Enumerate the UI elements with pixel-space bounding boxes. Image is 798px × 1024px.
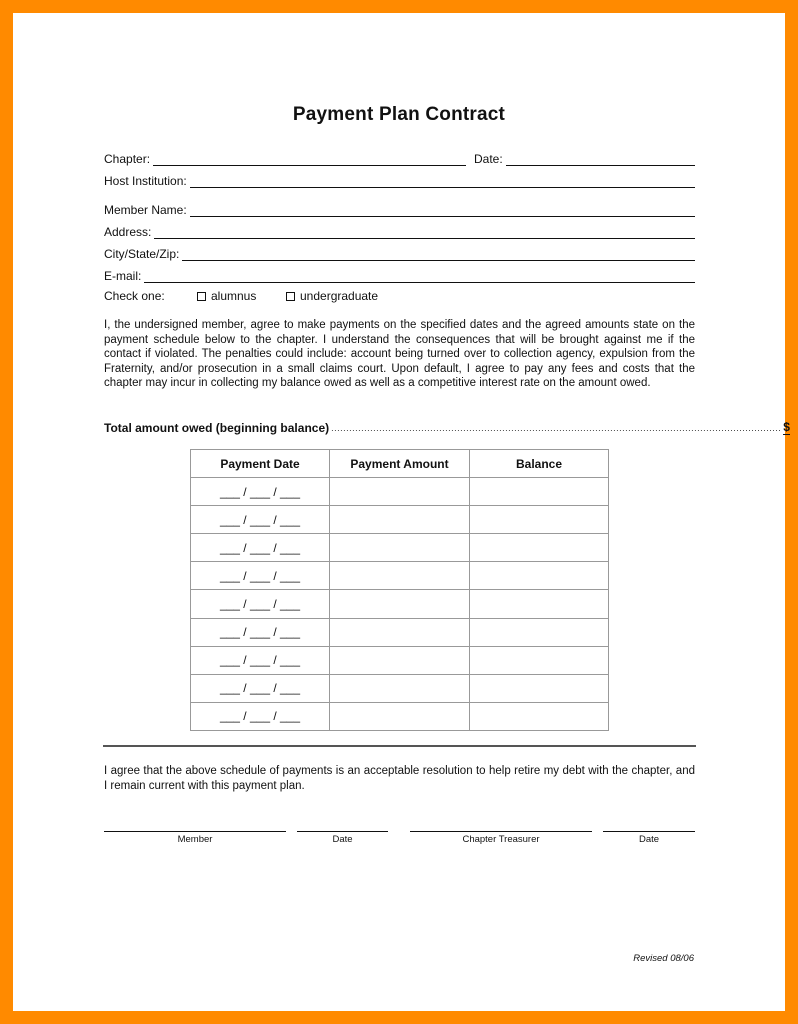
payment-date-cell[interactable]: ___ / ___ / ___ [191, 534, 330, 562]
payment-date-cell[interactable]: ___ / ___ / ___ [191, 646, 330, 674]
balance-cell[interactable] [470, 590, 609, 618]
date-label: Date: [474, 152, 503, 166]
chapter-field[interactable] [104, 150, 466, 166]
agreement-paragraph: I, the undersigned member, agree to make payments on the specified dates and the agreed amounts state on the payment schedule below to the chapter. I understand the consequences that will be brought against me if the contact if violated. The penalties could include: account being turned over to collection agency, expulsion from the Fraternity, and/or prosecution in a small claims court. Upon default, I agree to pay any fees and costs that the chapter may incur in collecting my balance owed as well as a competitive interest rate on the amount owed. [104, 319, 695, 389]
date-field[interactable] [474, 150, 695, 166]
checkbox-icon[interactable] [197, 292, 206, 301]
member-date-line[interactable]: Date [297, 831, 388, 845]
check-one-label: Check one: [104, 289, 165, 303]
table-row [191, 618, 609, 646]
table-row [191, 534, 609, 562]
balance-cell[interactable] [470, 506, 609, 534]
table-row [191, 646, 609, 674]
member-name-label: Member Name: [104, 203, 187, 217]
balance-cell[interactable] [470, 534, 609, 562]
total-amount-field[interactable] [783, 420, 790, 435]
balance-cell[interactable] [470, 646, 609, 674]
payment-date-cell[interactable]: ___ / ___ / ___ [191, 590, 330, 618]
email-field[interactable] [104, 267, 695, 283]
payment-amount-cell[interactable] [330, 618, 470, 646]
payment-amount-cell[interactable] [330, 562, 470, 590]
currency-symbol: $ [783, 420, 790, 434]
payment-amount-cell[interactable] [330, 534, 470, 562]
host-institution-line[interactable] [190, 176, 695, 188]
header-balance: Balance [470, 450, 609, 478]
alumnus-label: alumnus [211, 289, 257, 303]
treasurer-date-line[interactable]: Date [603, 831, 695, 845]
payment-date-cell[interactable]: ___ / ___ / ___ [191, 506, 330, 534]
treasurer-signature-line[interactable]: Chapter Treasurer [410, 831, 592, 845]
payment-date-cell[interactable]: ___ / ___ / ___ [191, 674, 330, 702]
balance-cell[interactable] [470, 562, 609, 590]
dot-leader: ...................................................................................................................................................... [331, 423, 782, 433]
table-row [191, 562, 609, 590]
chapter-line[interactable] [153, 154, 466, 166]
payment-amount-cell[interactable] [330, 674, 470, 702]
table-row [191, 506, 609, 534]
payment-amount-cell[interactable] [330, 506, 470, 534]
document-title: Payment Plan Contract [292, 104, 506, 125]
address-field[interactable] [104, 223, 695, 239]
payment-amount-cell[interactable] [330, 478, 470, 506]
balance-cell[interactable] [470, 674, 609, 702]
payment-amount-cell[interactable] [330, 702, 470, 730]
date-line[interactable] [506, 154, 695, 166]
table-row [191, 478, 609, 506]
total-amount-label: Total amount owed (beginning balance) [104, 421, 330, 435]
host-institution-label: Host Institution: [104, 174, 187, 188]
city-state-zip-field[interactable] [104, 245, 695, 261]
table-row [191, 702, 609, 730]
member-name-field[interactable] [104, 201, 695, 217]
address-label: Address: [104, 225, 152, 239]
closing-paragraph: I agree that the above schedule of payments is an acceptable resolution to help retire my debt with the chapter, and I remain current with this payment plan. [104, 765, 695, 792]
payment-amount-cell[interactable] [330, 590, 470, 618]
city-state-zip-line[interactable] [182, 249, 695, 261]
balance-cell[interactable] [470, 618, 609, 646]
member-name-line[interactable] [190, 205, 695, 217]
balance-cell[interactable] [470, 702, 609, 730]
header-payment-date: Payment Date [191, 450, 330, 478]
email-line[interactable] [144, 271, 695, 283]
section-divider [103, 745, 696, 747]
table-row [191, 590, 609, 618]
payment-date-cell[interactable]: ___ / ___ / ___ [191, 618, 330, 646]
host-institution-field[interactable] [104, 172, 695, 188]
balance-cell[interactable] [470, 478, 609, 506]
undergraduate-label: undergraduate [300, 289, 379, 303]
alumnus-checkbox[interactable] [197, 289, 256, 303]
payment-schedule-table [190, 449, 609, 731]
checkbox-icon[interactable] [286, 292, 295, 301]
chapter-label: Chapter: [104, 152, 151, 166]
payment-amount-cell[interactable] [330, 646, 470, 674]
payment-date-cell[interactable]: ___ / ___ / ___ [191, 702, 330, 730]
total-amount-row [104, 420, 790, 435]
email-label: E-mail: [104, 269, 142, 283]
city-state-zip-label: City/State/Zip: [104, 247, 180, 261]
table-row [191, 674, 609, 702]
member-signature-line[interactable]: Member [104, 831, 286, 845]
undergraduate-checkbox[interactable] [286, 289, 378, 303]
revision-note: Revised 08/06 [633, 953, 694, 964]
payment-date-cell[interactable]: ___ / ___ / ___ [191, 562, 330, 590]
address-line[interactable] [154, 227, 695, 239]
header-payment-amount: Payment Amount [330, 450, 470, 478]
payment-date-cell[interactable]: ___ / ___ / ___ [191, 478, 330, 506]
table-header-row [191, 450, 609, 478]
